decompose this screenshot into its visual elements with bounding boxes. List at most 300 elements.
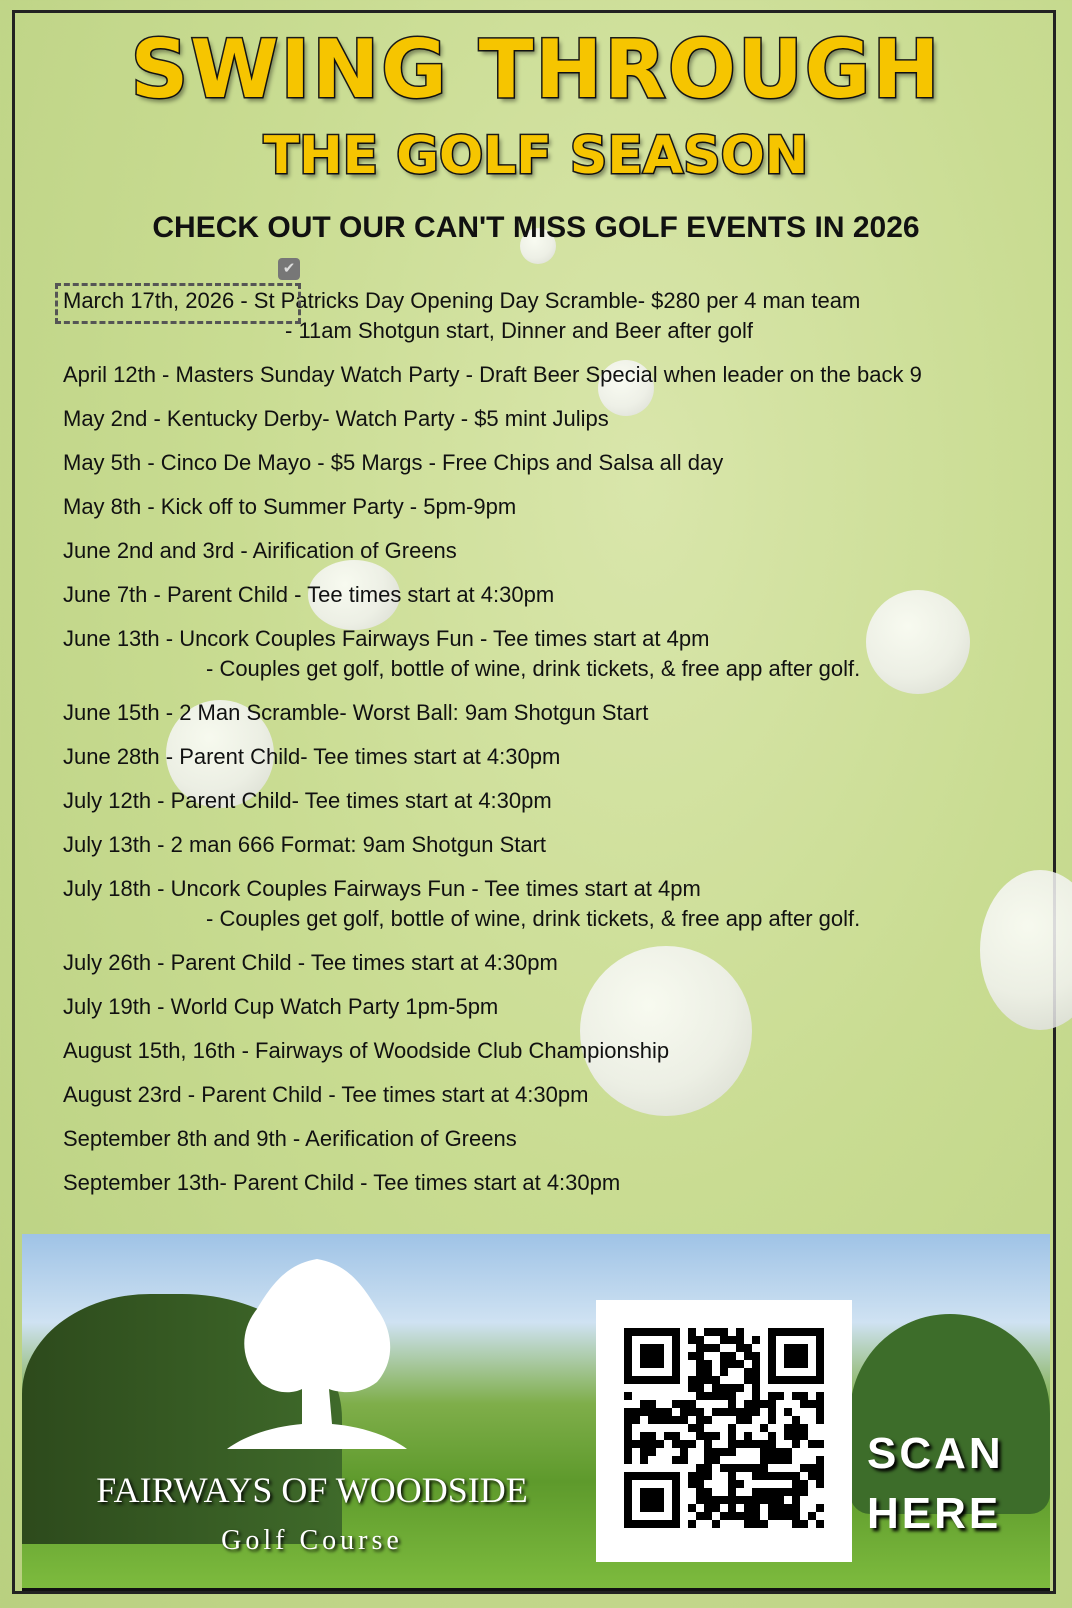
qr-module	[784, 1472, 792, 1480]
qr-module	[728, 1488, 736, 1496]
event-item	[63, 360, 1043, 390]
event-text: July 13th - 2 man 666 Format: 9am Shotgun Start	[63, 832, 547, 857]
qr-module	[624, 1440, 632, 1448]
qr-module	[728, 1352, 736, 1360]
event-item	[63, 830, 1043, 860]
qr-module	[816, 1472, 824, 1480]
qr-module	[752, 1400, 760, 1408]
qr-module	[736, 1336, 744, 1344]
selection-box[interactable]	[55, 283, 301, 324]
qr-module	[744, 1440, 752, 1448]
qr-module	[728, 1464, 736, 1472]
event-text: June 13th - Uncork Couples Fairways Fun - Tee times start at 4pm	[63, 626, 710, 651]
qr-module	[680, 1440, 688, 1448]
qr-module	[752, 1512, 760, 1520]
qr-module	[752, 1368, 760, 1376]
events-list	[63, 286, 1043, 1212]
qr-module	[728, 1448, 736, 1456]
qr-module	[784, 1488, 792, 1496]
qr-module	[768, 1496, 776, 1504]
qr-module	[808, 1512, 816, 1520]
qr-module	[624, 1416, 632, 1424]
qr-module	[728, 1432, 736, 1440]
qr-module	[760, 1472, 768, 1480]
qr-module	[760, 1424, 768, 1432]
qr-module	[816, 1392, 824, 1400]
qr-module	[744, 1408, 752, 1416]
qr-module	[784, 1424, 792, 1432]
qr-module	[760, 1400, 768, 1408]
event-details: - Couples get golf, bottle of wine, drink tickets, & free app after golf.	[206, 906, 861, 931]
qr-module	[720, 1448, 728, 1456]
qr-module	[776, 1512, 784, 1520]
qr-module	[776, 1496, 784, 1504]
qr-module	[688, 1400, 696, 1408]
qr-module	[744, 1352, 752, 1360]
qr-module	[704, 1376, 712, 1384]
qr-module	[752, 1504, 760, 1512]
qr-module	[720, 1512, 728, 1520]
qr-module	[720, 1384, 728, 1392]
qr-module	[688, 1376, 696, 1384]
qr-module	[696, 1464, 704, 1472]
event-item	[63, 992, 1043, 1022]
qr-module	[752, 1392, 760, 1400]
qr-module	[712, 1456, 720, 1464]
qr-module	[768, 1392, 776, 1400]
qr-module	[696, 1432, 704, 1440]
qr-module	[784, 1432, 792, 1440]
event-item	[63, 536, 1043, 566]
qr-module	[688, 1440, 696, 1448]
qr-module	[656, 1440, 664, 1448]
event-text: July 12th - Parent Child- Tee times start at 4:30pm	[63, 788, 552, 813]
qr-module	[664, 1432, 672, 1440]
qr-module	[752, 1336, 760, 1344]
qr-module	[768, 1472, 776, 1480]
qr-module	[720, 1464, 728, 1472]
qr-module	[712, 1520, 720, 1528]
qr-module	[768, 1408, 776, 1416]
qr-module	[792, 1480, 800, 1488]
qr-module	[728, 1384, 736, 1392]
qr-module	[624, 1424, 632, 1432]
qr-module	[736, 1384, 744, 1392]
qr-module	[648, 1440, 656, 1448]
qr-module	[712, 1384, 720, 1392]
qr-module	[784, 1344, 808, 1368]
qr-module	[744, 1520, 752, 1528]
qr-module	[752, 1352, 760, 1360]
qr-module	[728, 1400, 736, 1408]
qr-module	[696, 1488, 704, 1496]
qr-module	[720, 1496, 728, 1504]
qr-module	[640, 1440, 648, 1448]
qr-module	[728, 1512, 736, 1520]
event-text: June 15th - 2 Man Scramble- Worst Ball: 9am Shotgun Start	[63, 700, 649, 725]
qr-module	[704, 1504, 712, 1512]
qr-module	[704, 1512, 712, 1520]
qr-module	[816, 1456, 824, 1464]
qr-module	[672, 1416, 680, 1424]
qr-module	[720, 1368, 728, 1376]
event-item	[63, 742, 1043, 772]
qr-module	[640, 1448, 648, 1456]
qr-module	[712, 1328, 720, 1336]
event-item	[63, 1036, 1043, 1066]
qr-module	[728, 1504, 736, 1512]
qr-module	[728, 1480, 736, 1488]
event-text: April 12th - Masters Sunday Watch Party - Draft Beer Special when leader on the back 9	[63, 362, 922, 387]
qr-module	[800, 1520, 808, 1528]
qr-module	[632, 1408, 640, 1416]
qr-module	[744, 1344, 752, 1352]
qr-module	[704, 1496, 712, 1504]
qr-module	[712, 1344, 720, 1352]
qr-module	[752, 1440, 760, 1448]
qr-module	[776, 1392, 784, 1400]
footer-banner	[22, 1234, 1050, 1591]
qr-module	[760, 1520, 768, 1528]
event-details: - Couples get golf, bottle of wine, drink tickets, & free app after golf.	[206, 656, 861, 681]
qr-module	[800, 1400, 808, 1408]
qr-module	[624, 1408, 632, 1416]
event-details: - 11am Shotgun start, Dinner and Beer after golf	[285, 318, 753, 343]
qr-module	[768, 1504, 776, 1512]
qr-module	[744, 1416, 752, 1424]
qr-module	[768, 1448, 776, 1456]
qr-module	[688, 1504, 696, 1512]
qr-module	[800, 1392, 808, 1400]
qr-module	[728, 1496, 736, 1504]
qr-module	[752, 1520, 760, 1528]
event-item	[63, 1168, 1043, 1198]
tagline: CHECK OUT OUR CAN'T MISS GOLF EVENTS IN 2026	[152, 211, 920, 244]
event-item	[63, 698, 1043, 728]
qr-module	[784, 1512, 792, 1520]
scan-text: SCAN	[867, 1429, 1004, 1478]
event-item	[63, 580, 1043, 610]
event-item	[63, 1124, 1043, 1154]
qr-module	[720, 1328, 728, 1336]
qr-module	[688, 1480, 696, 1488]
qr-module	[712, 1448, 720, 1456]
qr-module	[776, 1472, 784, 1480]
qr-module	[688, 1328, 696, 1336]
qr-module	[736, 1360, 744, 1368]
qr-module	[688, 1472, 696, 1480]
qr-module	[736, 1464, 744, 1472]
qr-module	[688, 1520, 696, 1528]
qr-module	[760, 1448, 768, 1456]
qr-module	[664, 1408, 672, 1416]
qr-code-icon	[596, 1300, 852, 1562]
qr-module	[736, 1496, 744, 1504]
qr-module	[704, 1440, 712, 1448]
qr-module	[728, 1424, 736, 1432]
qr-module	[744, 1512, 752, 1520]
qr-module	[800, 1432, 808, 1440]
qr-module	[640, 1456, 648, 1464]
qr-module	[712, 1376, 720, 1384]
qr-module	[816, 1440, 824, 1448]
scan-here-label	[867, 1424, 1004, 1544]
qr-module	[696, 1344, 704, 1352]
qr-module	[816, 1408, 824, 1416]
qr-module	[752, 1408, 760, 1416]
qr-module	[792, 1488, 800, 1496]
qr-module	[704, 1368, 712, 1376]
qr-module	[712, 1408, 720, 1416]
qr-module	[792, 1432, 800, 1440]
poster-title: SWING THROUGH	[130, 23, 942, 116]
event-text: May 8th - Kick off to Summer Party - 5pm-9pm	[63, 494, 517, 519]
qr-module	[736, 1440, 744, 1448]
qr-module	[760, 1496, 768, 1504]
qr-module	[672, 1432, 680, 1440]
event-text: July 26th - Parent Child - Tee times start at 4:30pm	[63, 950, 558, 975]
event-text: September 13th- Parent Child - Tee times start at 4:30pm	[63, 1170, 621, 1195]
qr-code[interactable]	[596, 1300, 852, 1562]
qr-module	[712, 1392, 720, 1400]
qr-module	[672, 1456, 680, 1464]
qr-module	[688, 1384, 696, 1392]
qr-module	[696, 1360, 704, 1368]
qr-module	[696, 1352, 704, 1360]
qr-module	[752, 1464, 760, 1472]
event-item	[63, 448, 1043, 478]
event-text: June 2nd and 3rd - Airification of Greens	[63, 538, 457, 563]
qr-module	[816, 1520, 824, 1528]
qr-module	[680, 1456, 688, 1464]
event-text: July 19th - World Cup Watch Party 1pm-5pm	[63, 994, 499, 1019]
qr-module	[640, 1432, 648, 1440]
qr-module	[624, 1392, 632, 1400]
event-text: May 2nd - Kentucky Derby- Watch Party - $5 mint Julips	[63, 406, 609, 431]
qr-module	[632, 1416, 640, 1424]
qr-module	[736, 1480, 744, 1488]
qr-module	[784, 1456, 792, 1464]
qr-module	[712, 1432, 720, 1440]
qr-module	[704, 1464, 712, 1472]
event-item	[63, 624, 1043, 684]
qr-module	[792, 1392, 800, 1400]
qr-module	[776, 1504, 784, 1512]
qr-module	[696, 1368, 704, 1376]
qr-module	[672, 1400, 680, 1408]
qr-module	[784, 1408, 792, 1416]
qr-module	[760, 1456, 768, 1464]
qr-module	[696, 1472, 704, 1480]
qr-module	[688, 1352, 696, 1360]
qr-module	[640, 1408, 648, 1416]
qr-module	[760, 1464, 768, 1472]
qr-module	[680, 1400, 688, 1408]
qr-module	[696, 1336, 704, 1344]
qr-module	[792, 1504, 800, 1512]
qr-module	[752, 1360, 760, 1368]
event-text: June 28th - Parent Child- Tee times start at 4:30pm	[63, 744, 561, 769]
qr-module	[784, 1504, 792, 1512]
qr-module	[704, 1416, 712, 1424]
qr-module	[744, 1432, 752, 1440]
qr-module	[704, 1344, 712, 1352]
qr-module	[776, 1448, 784, 1456]
qr-module	[720, 1352, 728, 1360]
qr-module	[704, 1360, 712, 1368]
qr-module	[728, 1392, 736, 1400]
qr-module	[816, 1480, 824, 1488]
qr-module	[752, 1384, 760, 1392]
qr-module	[744, 1504, 752, 1512]
here-text: HERE	[867, 1489, 1002, 1538]
brand-name: FAIRWAYS OF WOODSIDE	[96, 1470, 528, 1510]
qr-module	[624, 1448, 632, 1456]
qr-module	[768, 1440, 776, 1448]
qr-module	[720, 1360, 728, 1368]
qr-module	[680, 1408, 688, 1416]
qr-module	[768, 1432, 776, 1440]
qr-module	[688, 1424, 696, 1432]
qr-module	[624, 1432, 632, 1440]
qr-module	[696, 1480, 704, 1488]
qr-module	[816, 1400, 824, 1408]
qr-module	[656, 1408, 664, 1416]
qr-module	[704, 1392, 712, 1400]
qr-module	[800, 1480, 808, 1488]
qr-module	[696, 1392, 704, 1400]
qr-module	[696, 1384, 704, 1392]
qr-module	[736, 1408, 744, 1416]
qr-module	[800, 1488, 808, 1496]
qr-module	[752, 1496, 760, 1504]
qr-module	[632, 1440, 640, 1448]
qr-module	[696, 1512, 704, 1520]
qr-module	[792, 1512, 800, 1520]
poster-subtitle: THE GOLF SEASON	[263, 126, 809, 186]
qr-module	[728, 1336, 736, 1344]
qr-module	[768, 1400, 776, 1408]
event-item	[63, 874, 1043, 934]
qr-module	[696, 1424, 704, 1432]
qr-module	[816, 1464, 824, 1472]
qr-module	[784, 1448, 792, 1456]
qr-module	[808, 1464, 816, 1472]
qr-module	[776, 1488, 784, 1496]
qr-module	[696, 1408, 704, 1416]
qr-module	[648, 1432, 656, 1440]
event-item	[63, 492, 1043, 522]
qr-module	[768, 1488, 776, 1496]
qr-module	[728, 1360, 736, 1368]
qr-module	[808, 1400, 816, 1408]
qr-module	[648, 1408, 656, 1416]
qr-module	[712, 1504, 720, 1512]
event-text: July 18th - Uncork Couples Fairways Fun - Tee times start at 4pm	[63, 876, 701, 901]
qr-module	[704, 1328, 712, 1336]
qr-module	[792, 1496, 800, 1504]
qr-module	[704, 1448, 712, 1456]
qr-module	[640, 1488, 664, 1512]
qr-module	[720, 1408, 728, 1416]
qr-module	[648, 1416, 656, 1424]
qr-module	[696, 1416, 704, 1424]
qr-module	[728, 1440, 736, 1448]
qr-module	[704, 1488, 712, 1496]
qr-module	[768, 1456, 776, 1464]
event-text: May 5th - Cinco De Mayo - $5 Margs - Free Chips and Salsa all day	[63, 450, 724, 475]
qr-module	[768, 1416, 776, 1424]
event-text: August 23rd - Parent Child - Tee times start at 4:30pm	[63, 1082, 589, 1107]
qr-module	[776, 1456, 784, 1464]
qr-module	[744, 1368, 752, 1376]
qr-module	[752, 1472, 760, 1480]
qr-module	[720, 1336, 728, 1344]
qr-module	[648, 1448, 656, 1456]
qr-module	[800, 1424, 808, 1432]
qr-module	[688, 1408, 696, 1416]
qr-module	[624, 1456, 632, 1464]
qr-module	[760, 1488, 768, 1496]
qr-module	[704, 1432, 712, 1440]
tree-logo-icon	[217, 1254, 417, 1454]
checkmark-icon[interactable]: ✔	[278, 258, 300, 280]
qr-module	[736, 1512, 744, 1520]
qr-module	[760, 1440, 768, 1448]
event-item	[63, 404, 1043, 434]
qr-module	[704, 1472, 712, 1480]
qr-module	[728, 1472, 736, 1480]
qr-module	[688, 1336, 696, 1344]
brand-subtitle: Golf Course	[221, 1525, 403, 1556]
qr-module	[704, 1456, 712, 1464]
qr-module	[792, 1424, 800, 1432]
event-text: August 15th, 16th - Fairways of Woodside Club Championship	[63, 1038, 670, 1063]
qr-module	[736, 1328, 744, 1336]
qr-module	[792, 1472, 800, 1480]
qr-module	[800, 1464, 808, 1472]
qr-module	[720, 1392, 728, 1400]
qr-module	[648, 1400, 656, 1408]
qr-module	[640, 1400, 648, 1408]
qr-module	[816, 1416, 824, 1424]
qr-module	[680, 1416, 688, 1424]
qr-module	[696, 1376, 704, 1384]
qr-module	[680, 1448, 688, 1456]
qr-module	[744, 1496, 752, 1504]
qr-module	[736, 1416, 744, 1424]
qr-module	[672, 1440, 680, 1448]
qr-module	[792, 1440, 800, 1448]
qr-module	[728, 1408, 736, 1416]
qr-module	[792, 1520, 800, 1528]
qr-module	[712, 1496, 720, 1504]
qr-module	[744, 1376, 752, 1384]
qr-module	[792, 1416, 800, 1424]
qr-module	[744, 1464, 752, 1472]
qr-module	[768, 1512, 776, 1520]
qr-module	[656, 1416, 664, 1424]
qr-module	[664, 1416, 672, 1424]
qr-module	[640, 1344, 664, 1368]
qr-module	[808, 1440, 816, 1448]
event-text: September 8th and 9th - Aerification of Greens	[63, 1126, 517, 1151]
qr-module	[736, 1344, 744, 1352]
event-item	[63, 786, 1043, 816]
qr-module	[744, 1400, 752, 1408]
qr-module	[752, 1376, 760, 1384]
event-text: March 17th, 2026 - St Patricks Day Opening Day Scramble- $280 per 4 man team	[63, 288, 861, 313]
